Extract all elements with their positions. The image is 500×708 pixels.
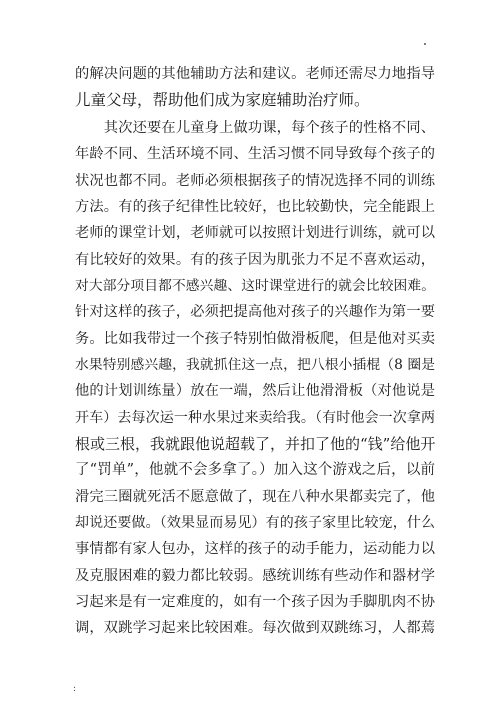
body-text-line: 老师的课堂计划，老师就可以按照计划进行训练，就可以 xyxy=(75,225,435,241)
body-text-line: 对大部分项目都不感兴趣、这时课堂进行的就会比较困难。 xyxy=(75,278,435,294)
body-text-line: 年龄不同、生活环境不同、生活习惯不同导致每个孩子的 xyxy=(75,146,435,162)
body-text-line: 针对这样的孩子，必须把提高他对孩子的兴趣作为第一要 xyxy=(75,304,435,320)
body-text-line: 调，双跳学习起来比较困难。每次做到双跳练习，人都蔫 xyxy=(75,620,435,636)
body-text-line: 及克服困难的毅力都比较弱。感统训练有些动作和器材学 xyxy=(75,568,435,584)
body-text-line: 开车）去每次运一种水果过来卖给我。（有时他会一次拿两 xyxy=(75,410,435,426)
body-text-line: 了“罚单”，他就不会多拿了。）加入这个游戏之后，以前 xyxy=(75,462,435,478)
body-text-line: 却说还要做。（效果显而易见）有的孩子家里比较宠，什么 xyxy=(75,515,435,531)
body-text-line: 的解决问题的其他辅助方法和建议。老师还需尽力地指导 xyxy=(75,66,435,82)
body-text-line: 其次还要在儿童身上做功课，每个孩子的性格不同、 xyxy=(75,120,435,136)
body-text-line: 儿童父母，帮助他们成为家庭辅助治疗师。 xyxy=(75,91,370,109)
body-text-line: 务。比如我带过一个孩子特别怕做滑板爬，但是他对买卖 xyxy=(75,331,435,347)
body-text-line: 方法。有的孩子纪律性比较好，也比较勤快，完全能跟上 xyxy=(75,199,435,215)
body-text-line: 水果特别感兴趣，我就抓住这一点，把八根小插棍（8 圈是 xyxy=(75,357,435,373)
body-text-line: 滑完三圈就死活不愿意做了，现在八种水果都卖完了，他 xyxy=(75,489,435,505)
body-text-line: 习起来是有一定难度的，如有一个孩子因为手脚肌肉不协 xyxy=(75,594,435,610)
body-text-line: 状况也都不同。老师必须根据孩子的情况选择不同的训练 xyxy=(75,173,435,189)
body-text-line: 他的计划训练量）放在一端，然后让他滑滑板（对他说是 xyxy=(75,383,435,399)
body-text-line: 根或三根，我就跟他说超载了，并扣了他的“钱”给他开 xyxy=(75,435,436,453)
body-text-line: 有比较好的效果。有的孩子因为肌张力不足不喜欢运动， xyxy=(75,252,435,268)
footer-mark: : xyxy=(73,684,77,694)
body-text-line: 事情都有家人包办，这样的孩子的动手能力，运动能力以 xyxy=(75,541,435,557)
corner-dot xyxy=(424,43,426,45)
